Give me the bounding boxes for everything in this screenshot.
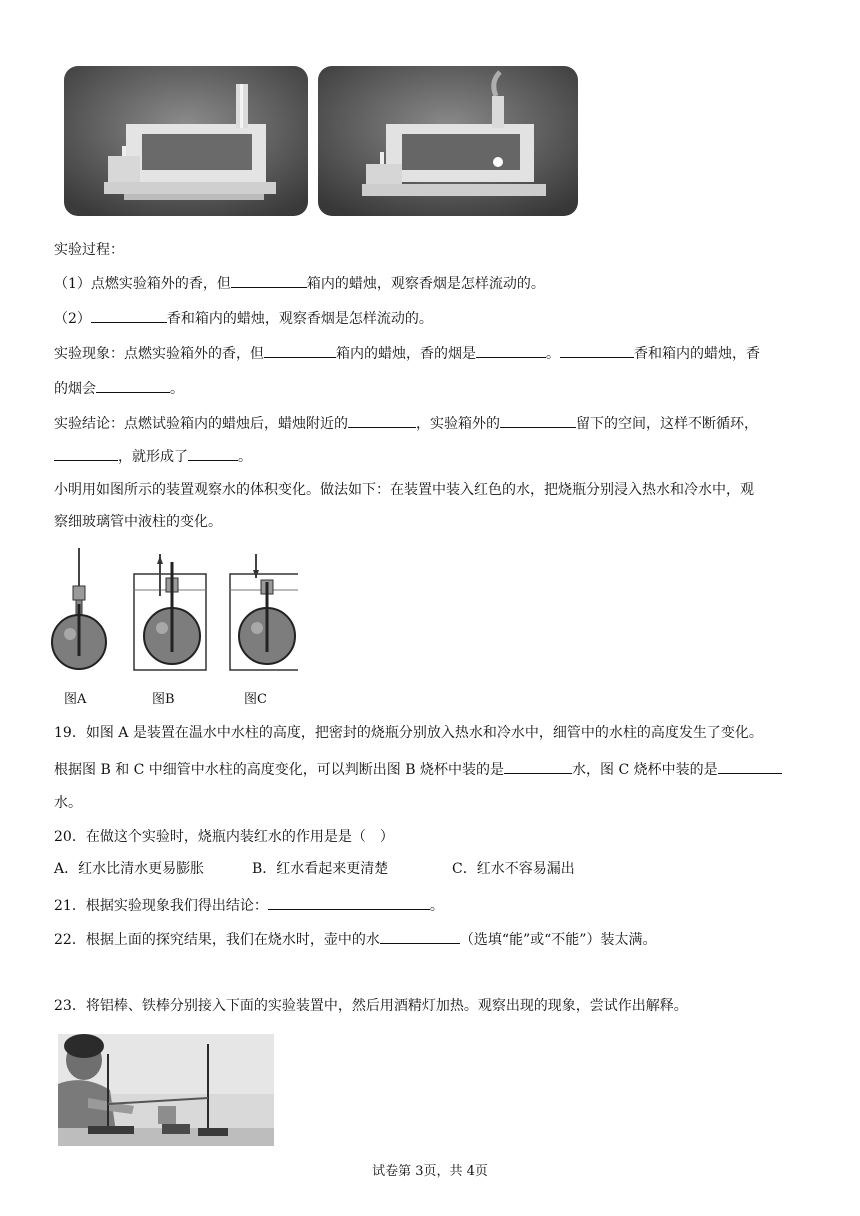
flask-figures (48, 548, 298, 710)
flask-a-illustration (52, 548, 106, 669)
q19-line-1: 19．如图 A 是装置在温水中水柱的高度，把密封的烧瓶分别放入热水和冷水中，细管中的水柱的高度发生了变化。 (54, 725, 763, 741)
process-step-1: （1）点燃实验箱外的香，但 箱内的蜡烛，观察香烟是怎样流动的。 (54, 272, 545, 294)
q20-option-c: C．红水不容易漏出 (452, 861, 575, 877)
blank (380, 928, 460, 944)
blank (188, 445, 238, 461)
blank (348, 412, 416, 428)
blank (718, 758, 782, 774)
process-title: 实验过程： (54, 242, 124, 258)
intro-line-1: 小明用如图所示的装置观察水的体积变化。做法如下：在装置中装入红色的水，把烧瓶分别浸入热水和冷水中，观 (54, 482, 754, 498)
q20-option-a: A．红水比清水更易膨胀 (54, 861, 205, 877)
blank (476, 342, 546, 358)
phenomenon-line-1: 实验现象：点燃实验箱外的香，但 箱内的蜡烛，香的烟是 。 香和箱内的蜡烛，香 (54, 342, 760, 364)
blank (504, 758, 572, 774)
q22: 22．根据上面的探究结果，我们在烧水时，壶中的水 （选填“能”或“不能”）装太满。 (54, 928, 656, 950)
blank (264, 342, 336, 358)
figure-label-a: 图A (64, 692, 87, 707)
blank (268, 894, 430, 910)
q20-stem: 20．在做这个实验时，烧瓶内装红水的作用是是（ ） (54, 829, 394, 845)
q23: 23．将铝棒、铁棒分别接入下面的实验装置中，然后用酒精灯加热。观察出现的现象，尝试作出解释。 (54, 998, 688, 1014)
smoke-box-photo-left (64, 66, 308, 216)
q20-option-b: B．红水看起来更清楚 (252, 861, 389, 877)
blank (54, 445, 118, 461)
q19-line-2: 根据图 B 和 C 中细管中水柱的高度变化，可以判断出图 B 烧杯中装的是 水，图 C 烧杯中装的是 (54, 758, 782, 780)
conclusion-line-1: 实验结论：点燃试验箱内的蜡烛后，蜡烛附近的 ，实验箱外的 留下的空间，这样不断循环， (54, 412, 758, 434)
phenomenon-line-2: 的烟会 。 (54, 377, 184, 399)
process-step-2: （2） 香和箱内的蜡烛，观察香烟是怎样流动的。 (54, 307, 433, 329)
q21: 21．根据实验现象我们得出结论： 。 (54, 894, 444, 916)
intro-line-2: 察细玻璃管中液柱的变化。 (54, 514, 222, 530)
conclusion-line-2: ，就形成了 。 (54, 445, 252, 467)
q19-line-3: 水。 (54, 795, 82, 811)
q20-options (54, 859, 575, 879)
rod-experiment-photo (58, 1034, 274, 1146)
blank (560, 342, 634, 358)
blank (500, 412, 576, 428)
flask-c-illustration (230, 554, 298, 670)
figure-label-b: 图B (152, 692, 175, 707)
blank (96, 377, 170, 393)
blank (91, 307, 167, 323)
blank (231, 272, 307, 288)
page-footer: 试卷第 3页，共 4页 (372, 1164, 488, 1179)
flask-b-illustration (134, 554, 206, 670)
smoke-box-photo-right (318, 66, 578, 216)
figure-label-c: 图C (244, 692, 267, 707)
